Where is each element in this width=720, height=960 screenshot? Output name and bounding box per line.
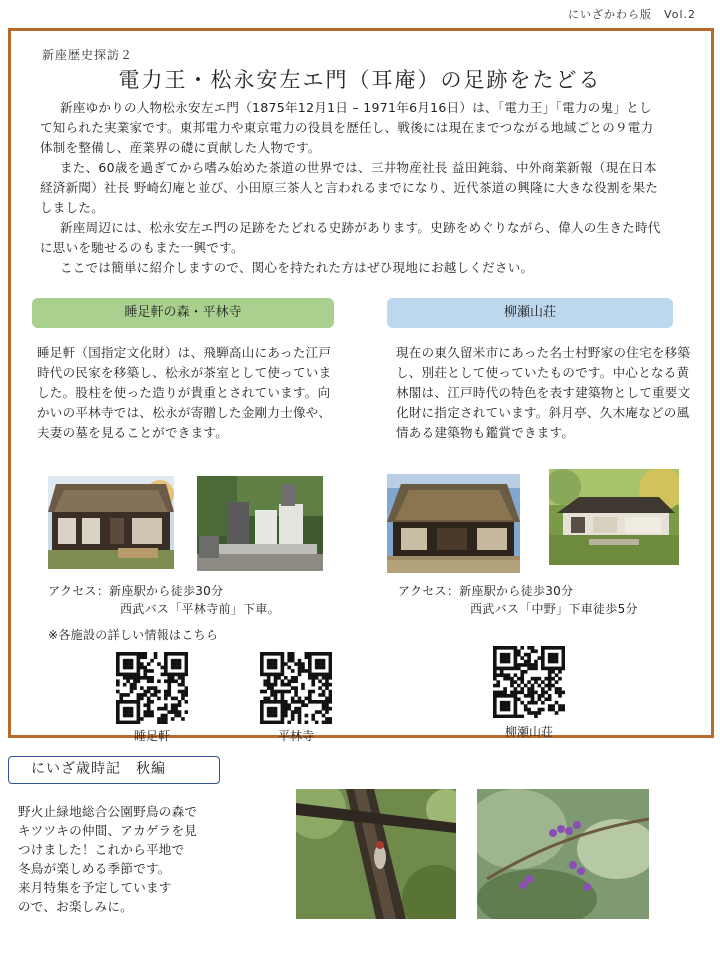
access-line: アクセス：新座駅から徒歩30分	[398, 584, 574, 598]
access-yanase-sanso	[398, 582, 638, 618]
season-line: キツツキの仲間、アカゲラを見	[18, 823, 198, 838]
season-line: 来月特集を予定しています	[18, 880, 172, 895]
intro-paragraph: 新座ゆかりの人物松永安左エ門（1875年12月1日 – 1971年6月16日）は、「電力王」「電力の鬼」として知られた実業家です。東邦電力や東京電力の役員を歴任し、戦後には現在までつながる地域ごとの９電力体制を整備し、産業界の礎に貢献した人物です。	[40, 100, 654, 155]
access-line: アクセス：新座駅から徒歩30分	[48, 584, 224, 598]
site-description-suisokuken: 睡足軒（国指定文化財）は、飛騨高山にあった江戸時代の民家を移築し、松永が茶室として使っていました。股柱を使った造りが貴重とされています。向かいの平林寺では、松永が寄贈した金剛力士像や、夫妻の墓を見ることができます。	[37, 345, 332, 440]
photo-suisokuken-house	[48, 476, 174, 569]
qr-label-yanase-sanso: 柳瀬山荘	[504, 725, 553, 739]
photo-yanase-garden-building	[549, 469, 679, 565]
access-line: 西武バス「平林寺前」下車。	[120, 602, 280, 616]
season-line: ので、お楽しみに。	[18, 899, 133, 914]
intro-text	[40, 98, 664, 278]
season-text	[18, 802, 268, 916]
qr-label-heirinji: 平林寺	[277, 729, 314, 743]
series-label: 新座歴史探訪２	[42, 48, 134, 62]
site-heading-suisokuken: 睡足軒の森・平林寺	[32, 298, 334, 328]
intro-paragraph: 新座周辺には、松永安左エ門の足跡をたどれる史跡があります。史跡をめぐりながら、偉人の生きた時代に思いを馳せるのもまた一興です。	[40, 220, 661, 255]
details-note: ※各施設の詳しい情報はこちら	[48, 628, 219, 642]
season-line: 野火止緑地総合公園野鳥の森で	[18, 804, 198, 819]
site-heading-yanase-sanso: 柳瀬山荘	[387, 298, 673, 328]
qr-code-suisokuken[interactable]	[116, 652, 188, 724]
intro-paragraph: また、60歳を過ぎてから嗜み始めた茶道の世界では、三井物産社長 益田鈍翁、中外商業新報（現在日本経済新聞）社長 野崎幻庵と並び、小田原三茶人と言われるまでになり、近代茶道の興隆に大きな役割を果たしました。	[40, 160, 659, 215]
qr-code-yanase-sanso[interactable]	[493, 646, 565, 718]
qr-code-heirinji[interactable]	[260, 652, 332, 724]
season-line: つけました！これから平地で	[18, 842, 185, 857]
intro-paragraph: ここでは簡単に紹介しますので、関心を持たれた方はぜひ現地にお越しください。	[60, 260, 534, 275]
access-suisokuken	[48, 582, 280, 618]
photo-yanase-thatched-house	[387, 474, 520, 573]
season-line: 冬鳥が楽しめる季節です。	[18, 861, 171, 876]
photo-beautyberry	[477, 789, 649, 919]
photo-woodpecker	[296, 789, 456, 919]
photo-heirinji-graves	[197, 476, 323, 571]
article-title: 電力王・松永安左エ門（耳庵）の足跡をたどる	[118, 68, 602, 92]
site-description-yanase-sanso: 現在の東久留米市にあった名士村野家の住宅を移築し、別荘として使っていたものです。中心となる黄林閣は、江戸時代の特色を表す建築物として重要文化財に指定されています。斜月亭、久木庵などの風情ある建築物も鑑賞できます。	[396, 345, 691, 440]
season-heading: にいざ歳時記 秋編	[8, 756, 220, 784]
issue-label: にいざかわら版 Vol.2	[568, 8, 696, 21]
access-line: 西武バス「中野」下車徒歩5分	[470, 602, 638, 616]
qr-label-suisokuken: 睡足軒	[133, 729, 170, 743]
